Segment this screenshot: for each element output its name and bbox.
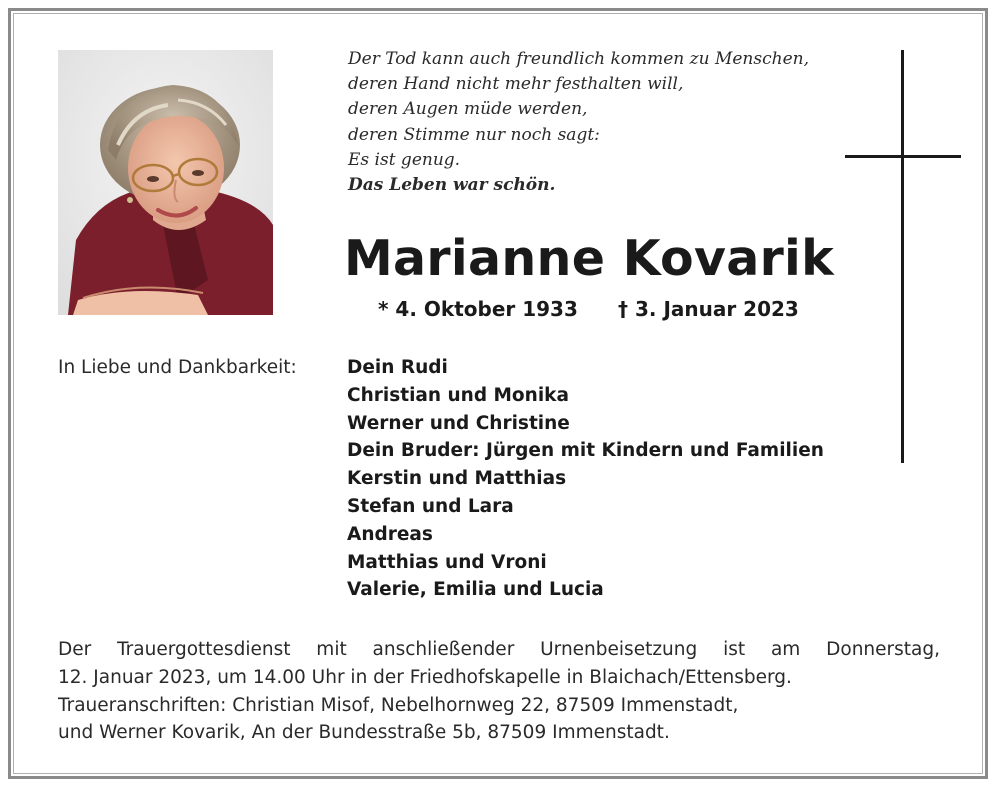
portrait-photo — [58, 50, 273, 315]
memorial-poem — [348, 47, 848, 198]
life-dates — [378, 294, 838, 324]
mourners-label: In Liebe und Dankbarkeit: — [58, 357, 297, 378]
mourners-list — [347, 354, 887, 604]
poem-line: deren Augen müde werden, — [348, 99, 588, 120]
poem-closing-line: Das Leben war schön. — [348, 175, 556, 196]
mourner-item: Valerie, Emilia und Lucia — [347, 579, 604, 601]
mourner-item: Dein Rudi — [347, 357, 448, 378]
poem-line: Der Tod kann auch freundlich kommen zu Menschen, — [348, 49, 809, 69]
mourner-item: Kerstin und Matthias — [347, 468, 567, 490]
birth-date: * 4. Oktober 1933 — [378, 297, 578, 321]
mourner-item: Stefan und Lara — [347, 495, 514, 517]
poem-line: deren Hand nicht mehr festhalten will, — [348, 74, 684, 95]
service-line: Traueranschriften: Christian Misof, Nebelhornweg 22, 87509 Immenstadt, — [58, 694, 739, 716]
service-line: 12. Januar 2023, um 14.00 Uhr in der Friedhofskapelle in Blaichach/Ettensberg. — [58, 666, 792, 688]
cross-icon-horizontal — [845, 155, 961, 158]
poem-line: deren Stimme nur noch sagt: — [348, 124, 600, 145]
mourner-item: Dein Bruder: Jürgen mit Kindern und Familien — [347, 440, 824, 462]
death-date: † 3. Januar 2023 — [618, 297, 799, 321]
service-info — [58, 636, 940, 747]
poem-line: Es ist genug. — [348, 149, 461, 170]
service-line: Der Trauergottesdienst mit anschließender Urnenbeisetzung ist am Donnerstag, — [58, 639, 940, 660]
deceased-name: Marianne Kovarik — [344, 230, 835, 287]
mourner-item: Werner und Christine — [347, 412, 570, 434]
mourner-item: Christian und Monika — [347, 384, 569, 406]
mourner-item: Matthias und Vroni — [347, 551, 547, 573]
mourner-item: Andreas — [347, 523, 433, 545]
service-line: und Werner Kovarik, An der Bundesstraße 5b, 87509 Immenstadt. — [58, 722, 670, 744]
